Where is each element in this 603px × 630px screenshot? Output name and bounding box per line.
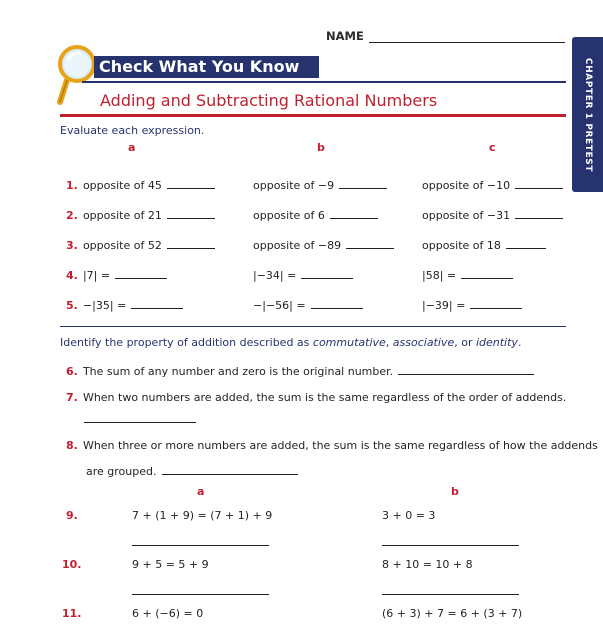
question-4 (66, 264, 167, 283)
answer-blank-8[interactable] (162, 464, 298, 475)
question-1a: opposite of 45 (82, 179, 162, 192)
question-9b: 3 + 0 = 3 (382, 509, 436, 522)
answer-blank-6[interactable] (398, 364, 534, 375)
question-5a: −|35| = (82, 299, 127, 312)
question-number: 6. (66, 365, 78, 378)
question-7-text: When two numbers are added, the sum is the same regardless of the order of addends. (82, 391, 567, 404)
answer-blank-2c[interactable] (515, 208, 563, 219)
answer-blank-3b[interactable] (346, 238, 394, 249)
chapter-tab (572, 37, 603, 192)
name-field[interactable] (369, 42, 565, 43)
answer-blank-10b[interactable] (382, 594, 519, 595)
question-number: 4. (66, 269, 78, 282)
question-1c: opposite of −10 (422, 179, 511, 192)
answer-blank-2b[interactable] (330, 208, 378, 219)
question-8-text-line1: When three or more numbers are added, the sum is the same regardless of how the addends (82, 439, 598, 452)
question-number: 5. (66, 299, 78, 312)
question-9a: 7 + (1 + 9) = (7 + 1) + 9 (132, 509, 273, 522)
question-number-9: 9. (66, 509, 78, 522)
title-banner (94, 56, 319, 78)
answer-blank-5a[interactable] (131, 298, 183, 309)
question-number-11: 11. (62, 607, 82, 620)
question-2a: opposite of 21 (82, 209, 162, 222)
name-label: NAME (326, 29, 364, 43)
answer-blank-3c[interactable] (506, 238, 546, 249)
question-3b: opposite of −89 (253, 239, 342, 252)
chapter-tab-label: CHAPTER 1 PRETEST (582, 57, 593, 172)
answer-blank-2a[interactable] (167, 208, 215, 219)
section-divider (60, 326, 566, 327)
question-2c: opposite of −31 (422, 209, 511, 222)
question-6 (66, 360, 534, 379)
answer-blank-4b[interactable] (301, 268, 353, 279)
term-associative: associative (392, 336, 455, 349)
question-number-10: 10. (62, 558, 82, 571)
question-6-text: The sum of any number and zero is the original number. (82, 365, 394, 378)
answer-blank-10a[interactable] (132, 594, 269, 595)
answer-blank-7[interactable] (84, 422, 196, 423)
question-4a: |7| = (82, 269, 111, 282)
title-rule-navy (82, 81, 566, 83)
section3-col-a: a (197, 485, 205, 498)
answer-blank-1b[interactable] (339, 178, 387, 189)
answer-blank-4c[interactable] (461, 268, 513, 279)
section1-col-c: c (489, 141, 496, 154)
question-11b: (6 + 3) + 7 = 6 + (3 + 7) (382, 607, 523, 620)
question-5 (66, 294, 183, 313)
question-3c: opposite of 18 (422, 239, 501, 252)
answer-blank-1c[interactable] (515, 178, 563, 189)
answer-blank-9a[interactable] (132, 545, 269, 546)
question-2 (66, 204, 215, 223)
question-4b: |−34| = (253, 269, 297, 282)
term-commutative: commutative (312, 336, 386, 349)
question-3 (66, 234, 215, 253)
magnifier-icon (55, 44, 99, 108)
question-7 (66, 386, 566, 405)
answer-blank-9b[interactable] (382, 545, 519, 546)
answer-blank-1a[interactable] (167, 178, 215, 189)
question-8-text-line2: are grouped. (86, 465, 157, 478)
page-title: Check What You Know (99, 57, 300, 76)
section1-col-a: a (128, 141, 136, 154)
question-1b: opposite of −9 (253, 179, 335, 192)
question-number: 2. (66, 209, 78, 222)
question-8 (66, 434, 598, 453)
answer-blank-5b[interactable] (311, 298, 363, 309)
question-11a: 6 + (−6) = 0 (132, 607, 204, 620)
question-10b: 8 + 10 = 10 + 8 (382, 558, 473, 571)
question-number: 3. (66, 239, 78, 252)
term-identity: identity (475, 336, 518, 349)
question-number: 8. (66, 439, 78, 452)
question-5b: −|−56| = (253, 299, 306, 312)
section1-col-b: b (317, 141, 325, 154)
question-10a: 9 + 5 = 5 + 9 (132, 558, 209, 571)
section2-instruction: Identify the property of addition described as commutative, associative, or identity. (60, 336, 522, 349)
question-1 (66, 174, 215, 193)
question-2b: opposite of 6 (253, 209, 325, 222)
section3-col-b: b (451, 485, 459, 498)
section1-instruction: Evaluate each expression. (60, 124, 205, 137)
question-4c: |58| = (422, 269, 457, 282)
question-number: 1. (66, 179, 78, 192)
answer-blank-3a[interactable] (167, 238, 215, 249)
page-subtitle: Adding and Subtracting Rational Numbers (100, 91, 438, 110)
question-number: 7. (66, 391, 78, 404)
subtitle-rule-red (60, 114, 566, 117)
answer-blank-4a[interactable] (115, 268, 167, 279)
question-5c: |−39| = (422, 299, 466, 312)
question-3a: opposite of 52 (82, 239, 162, 252)
answer-blank-5c[interactable] (470, 298, 522, 309)
